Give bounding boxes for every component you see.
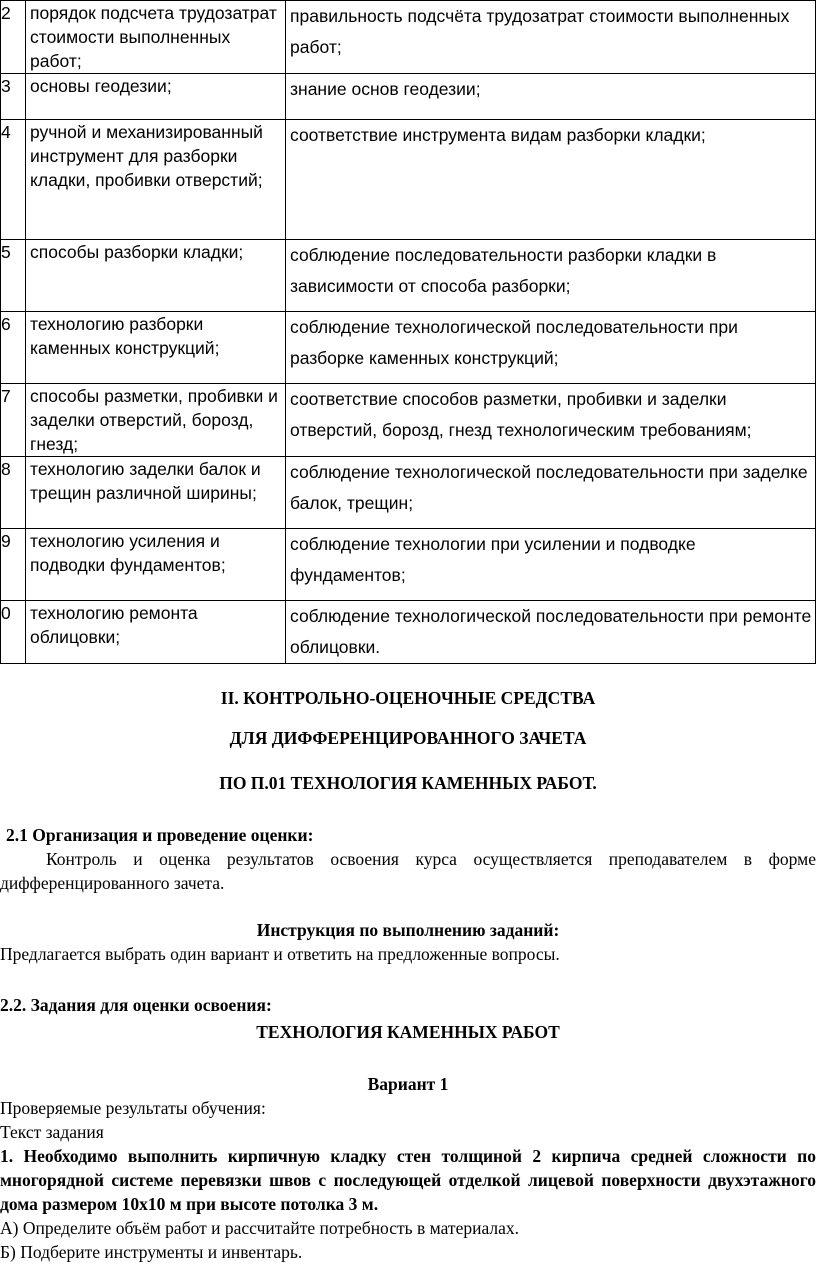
row-criterion: соответствие способов разметки, пробивки и заделки отверстий, борозд, гнезд технологическим требованиям;	[286, 384, 816, 457]
row-number: 2	[1, 1, 26, 74]
org-text: Контроль и оценка результатов освоения курса осуществляется преподавателем в форме дифференцированного зачета.	[0, 849, 816, 893]
table-row	[1, 1, 816, 74]
row-criterion: соблюдение технологии при усилении и подводке фундаментов;	[286, 529, 816, 601]
row-number: 9	[1, 529, 26, 601]
row-knowledge: ручной и механизированный инструмент для разборки кладки, пробивки отверстий;	[26, 120, 286, 240]
section-title-line3: ПО П.01 ТЕХНОЛОГИЯ КАМЕННЫХ РАБОТ.	[219, 773, 597, 793]
row-knowledge: технологию усиления и подводки фундаментов;	[26, 529, 286, 601]
results-label: Проверяемые результаты обучения:	[0, 1098, 266, 1118]
row-knowledge: способы разметки, пробивки и заделки отверстий, борозд, гнезд;	[26, 384, 286, 457]
section-title-line1: II. КОНТРОЛЬНО-ОЦЕНОЧНЫЕ СРЕДСТВА	[220, 688, 596, 708]
row-criterion: соблюдение последовательности разборки кладки в зависимости от способа разборки;	[286, 240, 816, 312]
row-criterion: соблюдение технологической последовательности при разборке каменных конструкций;	[286, 312, 816, 384]
row-number: 7	[1, 384, 26, 457]
table-row	[1, 601, 816, 664]
subject-title: ТЕХНОЛОГИЯ КАМЕННЫХ РАБОТ	[256, 1022, 560, 1042]
task-1: 1. Необходимо выполнить кирпичную кладку стен толщиной 2 кирпича средней сложности по многорядной системе перевязки швов с последующей отделкой лицевой поверхности двухэтажного дома размером 10х10 м при высоте потолка 3 м.	[0, 1146, 816, 1214]
table-row	[1, 240, 816, 312]
row-criterion: знание основ геодезии;	[286, 74, 816, 120]
row-number: 4	[1, 120, 26, 240]
row-knowledge: порядок подсчета трудозатрат стоимости выполненных работ;	[26, 1, 286, 74]
table-row	[1, 529, 816, 601]
row-knowledge: основы геодезии;	[26, 74, 286, 120]
row-number: 0	[1, 601, 26, 664]
row-knowledge: технологию разборки каменных конструкций;	[26, 312, 286, 384]
row-number: 8	[1, 457, 26, 529]
variant-title: Вариант 1	[367, 1074, 449, 1094]
task-1-a: А) Определите объём работ и рассчитайте потребность в материалах.	[0, 1218, 520, 1238]
section-title-line2: ДЛЯ ДИФФЕРЕНЦИРОВАННОГО ЗАЧЕТА	[229, 728, 587, 748]
row-knowledge: способы разборки кладки;	[26, 240, 286, 312]
row-criterion: соответствие инструмента видам разборки кладки;	[286, 120, 816, 240]
task-1-b: Б) Подберите инструменты и инвентарь.	[0, 1242, 303, 1262]
table-row	[1, 384, 816, 457]
row-knowledge: технологию ремонта облицовки;	[26, 601, 286, 664]
row-knowledge: технологию заделки балок и трещин различной ширины;	[26, 457, 286, 529]
row-criterion: правильность подсчёта трудозатрат стоимости выполненных работ;	[286, 1, 816, 74]
row-criterion: соблюдение технологической последовательности при ремонте облицовки.	[286, 601, 816, 664]
table-row	[1, 120, 816, 240]
task-text-label: Текст задания	[0, 1122, 104, 1142]
table-row	[1, 312, 816, 384]
instr-heading: Инструкция по выполнению заданий:	[256, 920, 560, 940]
org-heading: 2.1 Организация и проведение оценки:	[6, 825, 314, 845]
row-number: 5	[1, 240, 26, 312]
row-criterion: соблюдение технологической последовательности при заделке балок, трещин;	[286, 457, 816, 529]
table-row	[1, 74, 816, 120]
row-number: 3	[1, 74, 26, 120]
table-row	[1, 457, 816, 529]
instr-text: Предлагается выбрать один вариант и ответить на предложенные вопросы.	[0, 944, 560, 964]
tasks-heading: 2.2. Задания для оценки освоения:	[0, 995, 272, 1015]
row-number: 6	[1, 312, 26, 384]
